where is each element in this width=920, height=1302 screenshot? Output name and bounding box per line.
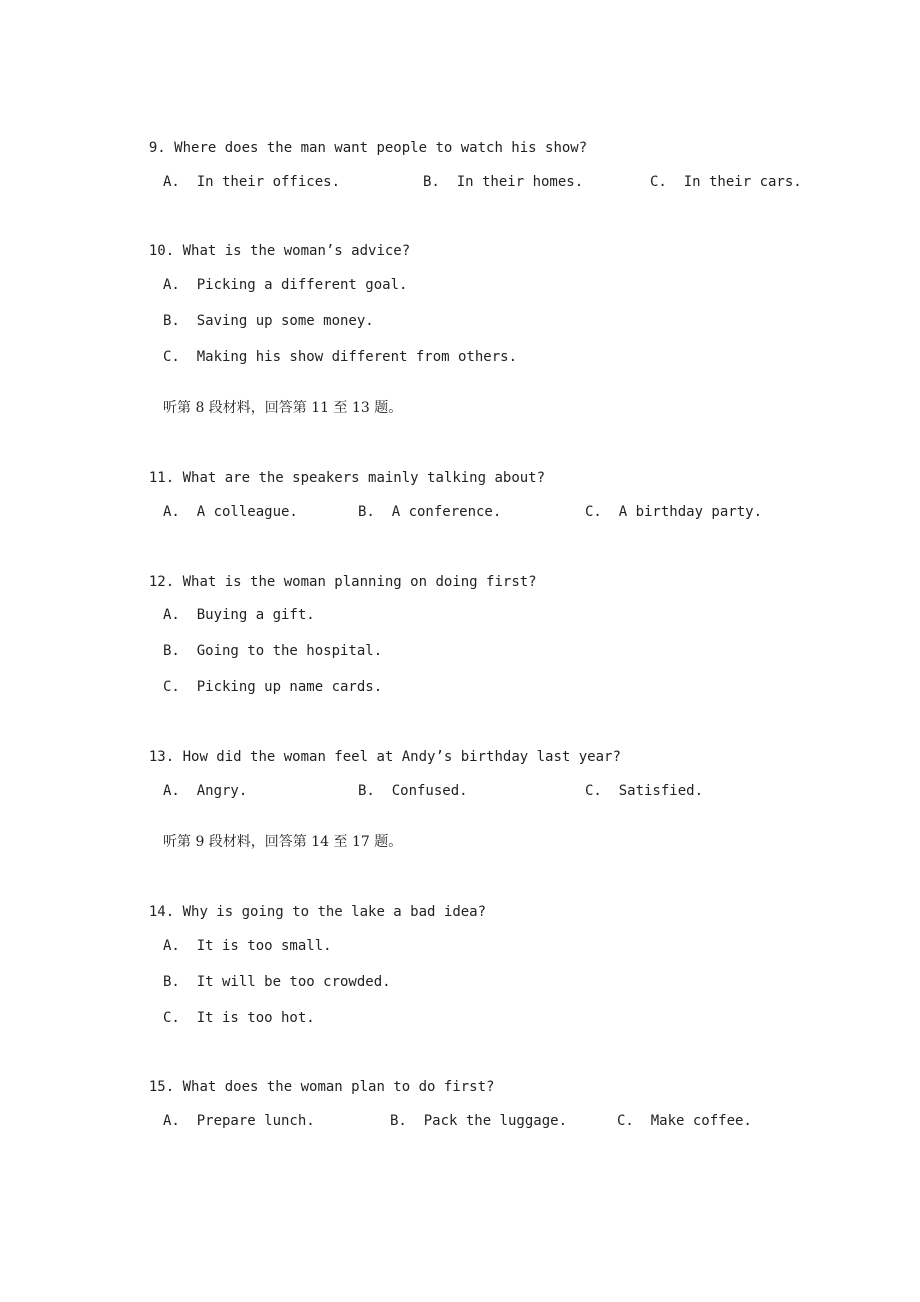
question-number: 11. xyxy=(148,470,175,486)
question-text: What are the speakers mainly talking about? xyxy=(182,470,546,486)
section-note-9: 听第 9 段材料，回答第 14 至 17 题。 xyxy=(163,834,403,850)
option-10b: B. Saving up some money. xyxy=(163,313,374,329)
option-12b: B. Going to the hospital. xyxy=(163,643,383,659)
section-note-8: 听第 8 段材料，回答第 11 至 13 题。 xyxy=(163,400,403,416)
option-14c: C. It is too hot. xyxy=(163,1010,315,1026)
option-10c: C. Making his show different from others. xyxy=(163,349,518,365)
question-text: What does the woman plan to do first? xyxy=(182,1079,495,1095)
question-9 xyxy=(132,121,587,157)
option-11a: A. A colleague. xyxy=(163,504,298,520)
question-number: 14. xyxy=(148,904,175,920)
question-text: What is the woman’s advice? xyxy=(182,243,411,259)
option-12a: A. Buying a gift. xyxy=(163,607,315,623)
question-number: 15. xyxy=(148,1079,175,1095)
question-number: 13. xyxy=(148,749,175,765)
option-14a: A. It is too small. xyxy=(163,938,332,954)
option-9a: A. In their offices. xyxy=(163,174,341,190)
question-10 xyxy=(132,224,410,260)
question-11 xyxy=(132,451,545,487)
option-13a: A. Angry. xyxy=(163,783,248,799)
question-text: What is the woman planning on doing first? xyxy=(182,574,537,590)
option-12c: C. Picking up name cards. xyxy=(163,679,383,695)
option-9c: C. In their cars. xyxy=(650,174,802,190)
question-14 xyxy=(132,885,486,921)
question-15 xyxy=(132,1060,494,1096)
question-number: 9. xyxy=(148,140,166,156)
option-10a: A. Picking a different goal. xyxy=(163,277,408,293)
option-15a: A. Prepare lunch. xyxy=(163,1113,315,1129)
option-14b: B. It will be too crowded. xyxy=(163,974,391,990)
question-text: How did the woman feel at Andy’s birthday last year? xyxy=(182,749,621,765)
option-9b: B. In their homes. xyxy=(423,174,584,190)
option-11c: C. A birthday party. xyxy=(585,504,763,520)
question-text: Why is going to the lake a bad idea? xyxy=(182,904,487,920)
question-text: Where does the man want people to watch his show? xyxy=(174,140,588,156)
question-number: 12. xyxy=(148,574,175,590)
question-13 xyxy=(132,730,621,766)
question-number: 10. xyxy=(148,243,175,259)
option-11b: B. A conference. xyxy=(358,504,502,520)
question-12 xyxy=(132,555,537,591)
option-15b: B. Pack the luggage. xyxy=(390,1113,568,1129)
option-13c: C. Satisfied. xyxy=(585,783,704,799)
option-13b: B. Confused. xyxy=(358,783,468,799)
option-15c: C. Make coffee. xyxy=(617,1113,752,1129)
